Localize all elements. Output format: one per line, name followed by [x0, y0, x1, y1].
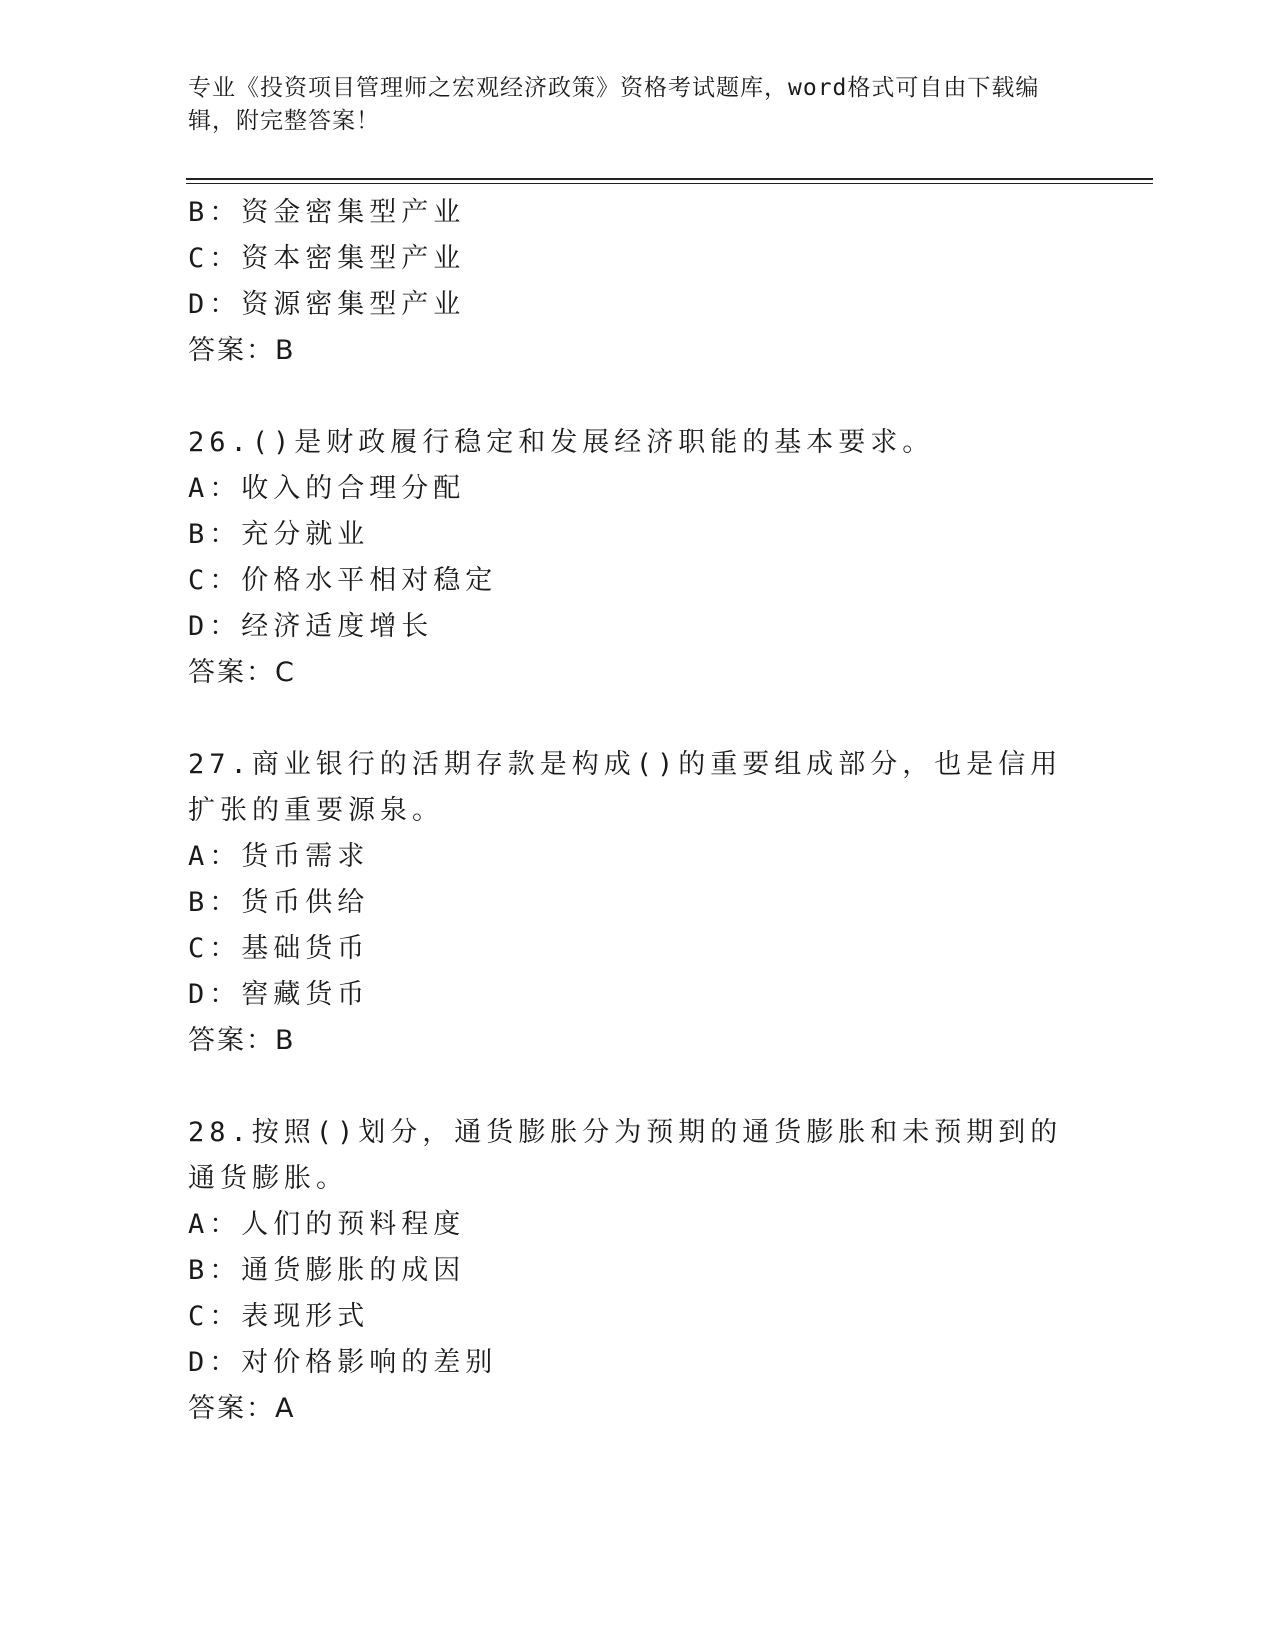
- question-stem: 26.()是财政履行稳定和发展经济职能的基本要求。: [188, 427, 935, 458]
- answer-line: 答案：C: [188, 657, 296, 688]
- header-rule-thin: [186, 183, 1153, 184]
- question-block-27: [188, 742, 1088, 1064]
- question-stem: 27.商业银行的活期存款是构成()的重要组成部分，也是信用扩张的重要源泉。: [188, 749, 1063, 826]
- option-c: C：价格水平相对稳定: [188, 565, 498, 596]
- option-b: B：资金密集型产业: [188, 197, 466, 228]
- option-d: D：窖藏货币: [188, 979, 370, 1010]
- question-block-26: [188, 420, 1088, 696]
- document-body: [188, 190, 1088, 1432]
- document-header: 专业《投资项目管理师之宏观经济政策》资格考试题库，word格式可自由下载编辑，附完整答案！: [188, 75, 1040, 134]
- question-block-28: [188, 1110, 1088, 1432]
- option-a: A：货币需求: [188, 841, 370, 872]
- option-c: C：基础货币: [188, 933, 370, 964]
- option-b: B：充分就业: [188, 519, 370, 550]
- option-a: A：收入的合理分配: [188, 473, 466, 504]
- option-a: A：人们的预料程度: [188, 1209, 466, 1240]
- question-stem: 28.按照()划分，通货膨胀分为预期的通货膨胀和未预期到的通货膨胀。: [188, 1117, 1063, 1194]
- option-d: D：经济适度增长: [188, 611, 434, 642]
- header-rule-thick: [186, 178, 1153, 180]
- option-d: D：对价格影响的差别: [188, 1347, 498, 1378]
- answer-line: 答案：A: [188, 1393, 296, 1424]
- option-d: D：资源密集型产业: [188, 289, 466, 320]
- option-c: C：表现形式: [188, 1301, 370, 1332]
- question-block-25: [188, 190, 1088, 374]
- option-b: B：货币供给: [188, 887, 370, 918]
- option-c: C：资本密集型产业: [188, 243, 466, 274]
- answer-line: 答案：B: [188, 1025, 296, 1056]
- answer-line: 答案：B: [188, 335, 296, 366]
- option-b: B：通货膨胀的成因: [188, 1255, 466, 1286]
